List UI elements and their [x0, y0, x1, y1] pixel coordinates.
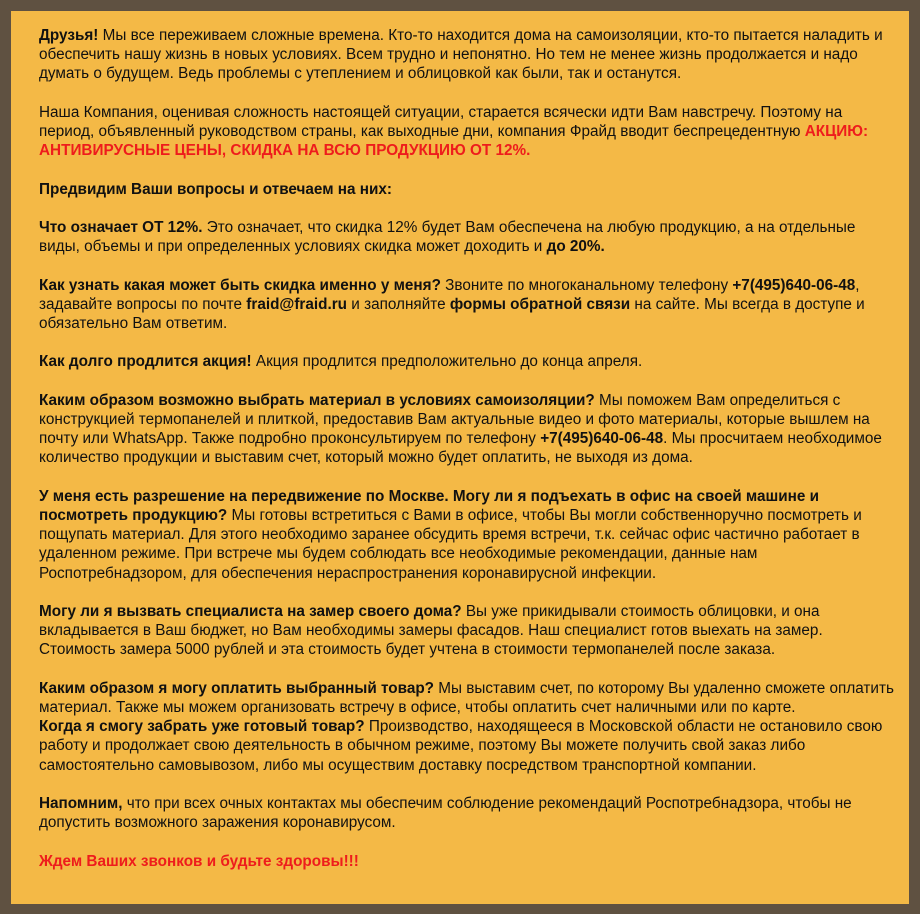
intro-greeting: Друзья! [39, 27, 99, 44]
phone-link[interactable]: +7(495)640-06-48 [732, 276, 856, 294]
faq-question: Каким образом я могу оплатить выбранный товар? [39, 679, 435, 697]
faq-answer: Мы выставим счет, по которому Вы удаленно сможете оплатить материал. Также мы можем организовать встречу в офисе, чтобы оплатить счет наличными или по карте. [39, 679, 894, 716]
faq-question: Когда я смогу забрать уже готовый товар? [39, 718, 365, 736]
faq-answer: Производство, находящееся в Московской области не остановило свою работу и продолжает свою деятельность в обычном режиме, поэтому Вы можете получить свой заказ либо самостоятельно самовывозом, либо мы осуществим доставку посредством транспортной компании. [39, 718, 883, 774]
faq-answer: Акция продлится предположительно до конца апреля. [251, 353, 643, 371]
faq-item-office-visit [39, 487, 895, 583]
email-link[interactable]: fraid@fraid.ru [246, 295, 348, 313]
promo-highlight: АКЦИЮ: АНТИВИРУСНЫЕ ЦЕНЫ, СКИДКА НА ВСЮ ПРОДУКЦИЮ ОТ 12%. [39, 123, 869, 160]
faq-item-payment [39, 679, 895, 717]
faq-item-duration [39, 352, 895, 371]
intro-text: Мы все переживаем сложные времена. Кто-то находится дома на самоизоляции, кто-то пытается наладить и обеспечить нашу жизнь в новых условиях. Всем трудно и непонятно. Но тем не менее жизнь продолжается и надо думать о будущем. Ведь проблемы с утеплением и облицовкой как были, так и останутся. [39, 27, 883, 83]
closing-line: Ждем Ваших звонков и будьте здоровы!!! [39, 852, 359, 870]
faq-heading: Предвидим Ваши вопросы и отвечаем на них: [39, 180, 393, 198]
faq-answer: Вы уже прикидывали стоимость облицовки, и она вкладывается в Ваш бюджет, но Вам необходимы замеры фасадов. Наш специалист готов выехать на замер. Стоимость замера 5000 рублей и эта стоимость будет учтена в стоимости термопанелей после заказа. [39, 602, 823, 659]
faq-answer-bold: до 20%. [546, 238, 605, 256]
intro-paragraph [39, 26, 895, 84]
faq-item-pickup [39, 717, 895, 775]
reminder-text: что при всех очных контактах мы обеспечим соблюдение рекомендаций Роспотребнадзора, чтобы не допустить возможного заражения коронавирусом. [39, 794, 852, 832]
faq-answer: Это означает, что скидка 12% будет Вам обеспечена на любую продукцию, а на отдельные виды, объемы и при определенных условиях скидка может доходить и [39, 218, 856, 256]
faq-question: Как узнать какая может быть скидка именно у меня? [39, 276, 441, 294]
faq-item-discount [39, 218, 895, 256]
promo-panel [11, 11, 909, 904]
faq-answer: Мы готовы встретиться с Вами в офисе, чтобы Вы могли собственноручно посмотреть и пощупать материал. Для этого необходимо заранее обсудить время встречи, т.к. сейчас офис частично работает в удаленном режиме. При встрече мы будем соблюдать все необходимые рекомендации, данные нам Роспотребнадзором, для обеспечения нераспространения коронавирусной инфекции. [39, 506, 862, 582]
faq-item-measurement [39, 602, 895, 660]
faq-item-material: Каким образом возможно выбрать материал в условиях самоизоляции? Мы поможем Вам определиться с конструкцией термопанелей и плиткой, предоставив Вам актуальные видео и фото материалы, которые вышлем на почту или WhatsApp. Также подробно проконсультируем по телефону +7(495)640-06-48. Мы просчитаем необходимое количество продукции и выставим счет, который можно будет оплатить, не выходя из дома. [39, 391, 882, 467]
reminder-paragraph [39, 794, 895, 832]
faq-question: Могу ли я вызвать специалиста на замер своего дома? [39, 602, 462, 620]
faq-question: Каким образом возможно выбрать материал в условиях самоизоляции? [39, 391, 595, 409]
faq-question: Как долго продлится акция! [39, 353, 252, 371]
phone-link[interactable]: +7(495)640-06-48 [540, 430, 664, 448]
faq-question: Что означает ОТ 12%. [39, 218, 203, 236]
faq-question: У меня есть разрешение на передвижение по Москве. Могу ли я подъехать в офис на своей машине и посмотреть продукцию? [39, 487, 820, 524]
feedback-form-link[interactable]: формы обратной связи [449, 295, 631, 313]
reminder-lead: Напомним, [39, 794, 123, 812]
promo-text: Наша Компания, оценивая сложность настоящей ситуации, старается всячески идти Вам навстречу. Поэтому на период, объявленный руководством страны, как выходные дни, компания Фрайд вводит беспрецедентную [39, 103, 843, 140]
promo-paragraph [39, 103, 895, 161]
faq-item-contact: Как узнать какая может быть скидка именно у меня? Звоните по многоканальному телефону +7(495)640-06-48, задавайте вопросы по почте fraid@fraid.ru и заполняйте формы обратной связи на сайте. Мы всегда в доступе и обязательно Вам ответим. [39, 276, 865, 332]
